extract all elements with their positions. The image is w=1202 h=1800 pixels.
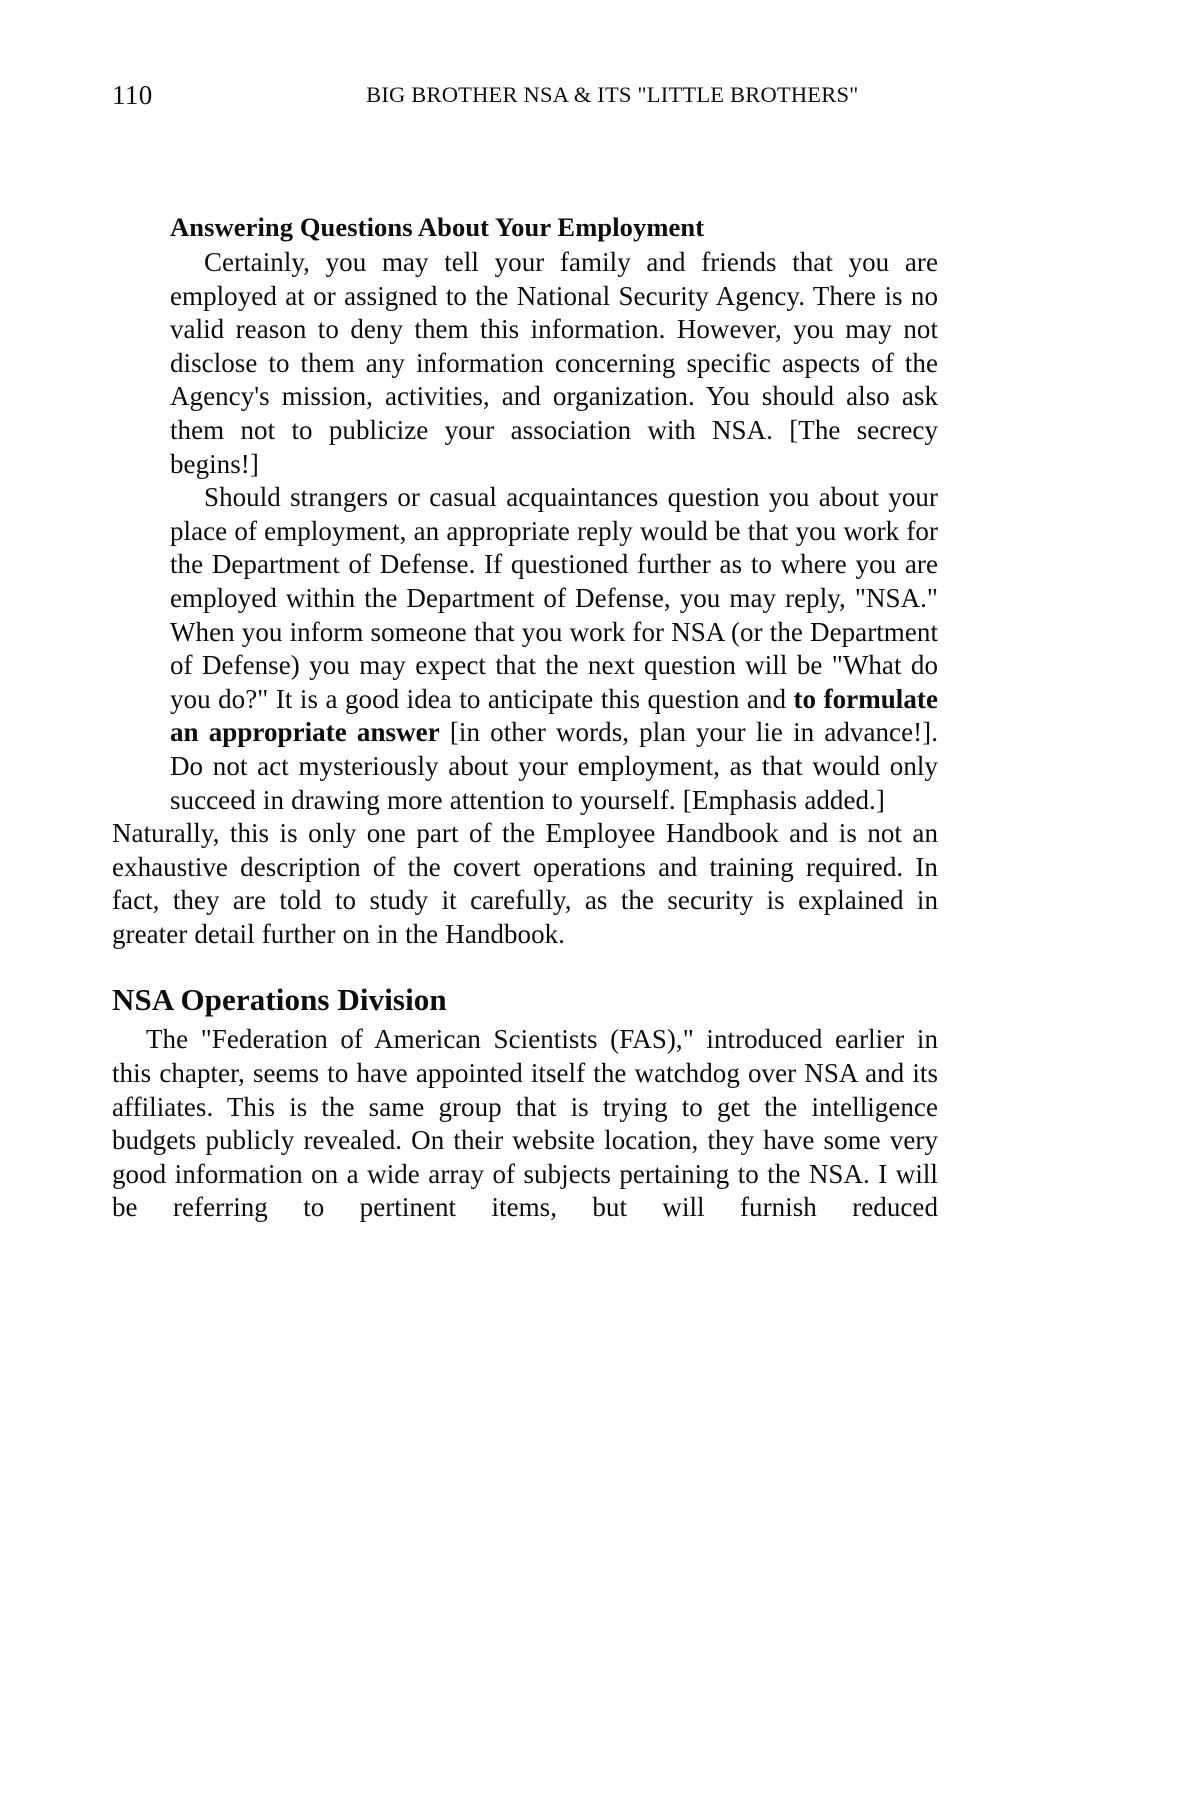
closing-paragraph-fas: The "Federation of American Scientists (FAS)," introduced earlier in this chapter, seems to have appointed itself the watchdog over NSA and its affiliates. This is the same group that is trying to get the intelligence budgets publicly revealed. On their website location, they have some very good information on a wide array of subjects pertaining to the NSA. I will be referring to pertinent items, but will furnish reduced bbox=[112, 1024, 938, 1223]
running-head bbox=[112, 78, 1090, 112]
quote-paragraph-2 bbox=[170, 481, 938, 817]
employee-handbook-quote bbox=[112, 210, 938, 817]
body-paragraph-naturally: Naturally, this is only one part of the Employee Handbook and is not an exhaustive description of the covert operations and training required. In fact, they are told to study it carefully, as the security is explained in greater detail further on in the Handbook. bbox=[112, 818, 938, 949]
quote-p2-text-before-bold: Should strangers or casual acquaintances question you about your place of employment, an appropriate reply would be that you work for the Department of Defense. If questioned further as to where you are employed within the Department of Defense, you may reply, "NSA." When you inform someone that you work for NSA (or the Department of Defense) you may expect that the next question will be "What do you do?" It is a good idea to anticipate this question and bbox=[170, 482, 938, 714]
page-number: 110 bbox=[112, 80, 153, 110]
page-body bbox=[112, 210, 938, 1259]
section-heading-nsa-operations-division: NSA Operations Division bbox=[112, 982, 447, 1018]
running-head-title: BIG BROTHER NSA & ITS "LITTLE BROTHERS" bbox=[366, 82, 859, 107]
quote-p2-emphasis: to formulate an appropriate answer bbox=[170, 683, 938, 748]
quote-paragraph-1: Certainly, you may tell your family and friends that you are employed at or assigned to the National Security Agency. There is no valid reason to deny them this information. However, you may not disclose to them any information concerning specific aspects of the Agency's mission, activities, and organization. You should also ask them not to publicize your association with NSA. [The secrecy begins!] bbox=[170, 247, 938, 479]
quote-p2-text-after-bold: [in other words, plan your lie in advance!]. Do not act mysteriously about your employment, as that would only succeed in drawing more attention to yourself. [Emphasis added.] bbox=[170, 717, 938, 815]
subheading-answering-questions: Answering Questions About Your Employment bbox=[170, 212, 705, 242]
